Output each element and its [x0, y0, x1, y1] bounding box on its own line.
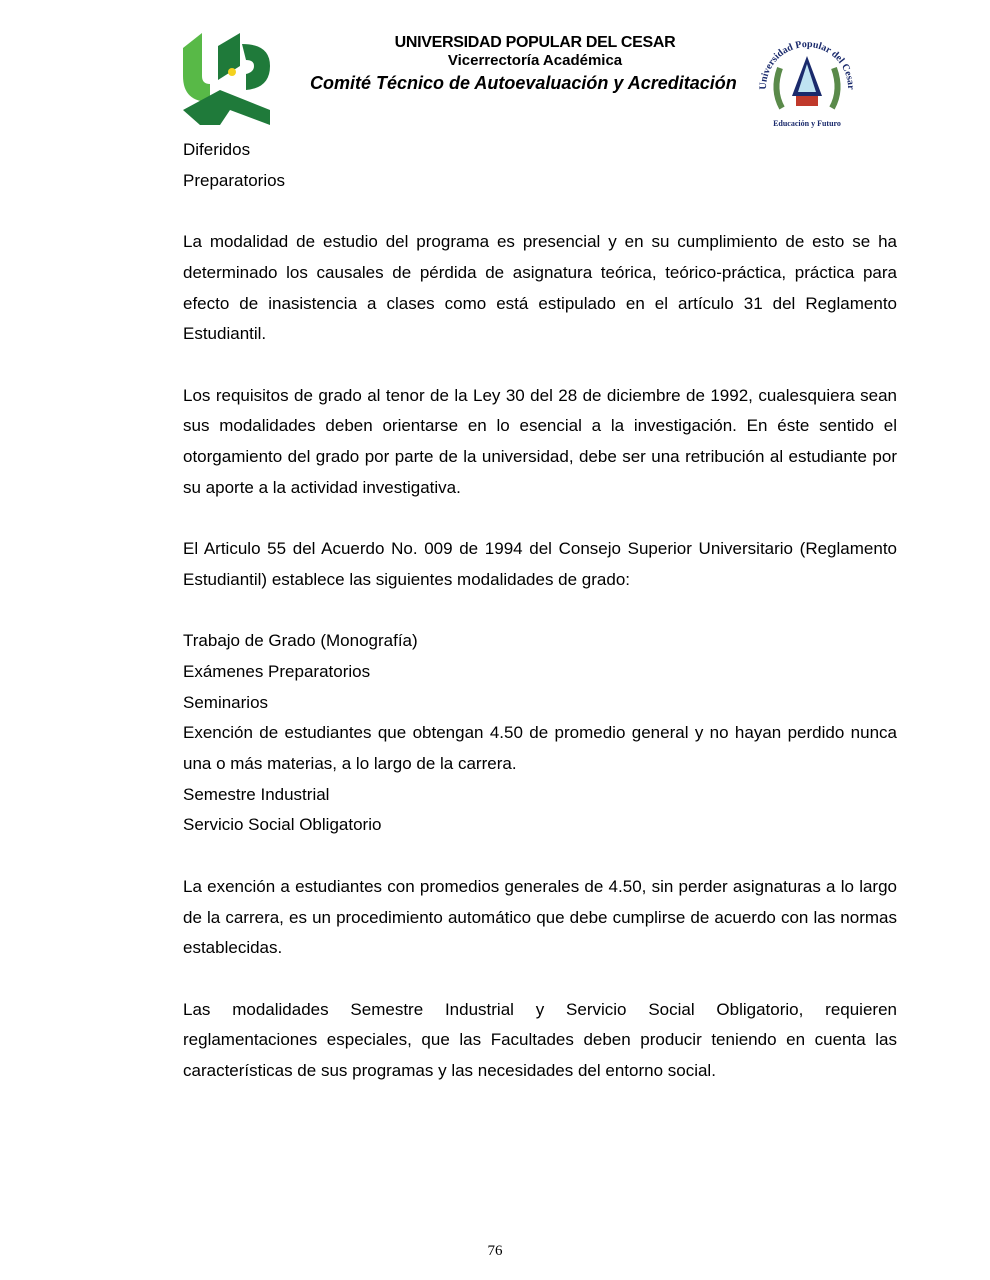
paragraph-articulo: El Articulo 55 del Acuerdo No. 009 de 1994 del Consejo Superior Universitario (Reglamento Estudiantil) establece las siguientes modalidades de grado:: [183, 539, 897, 589]
modalidad-item: Seminarios: [183, 692, 269, 712]
seal-arc-text: Universidad Popular del Cesar: [757, 38, 857, 90]
modalidad-item: Servicio Social Obligatorio: [183, 815, 382, 835]
paragraph-modalidades: Las modalidades Semestre Industrial y Servicio Social Obligatorio, requieren reglamentaciones especiales, que las Facultades deben producir teniendo en cuenta las características de sus programas y las necesidades del entorno social.: [183, 999, 897, 1080]
paragraph-requisitos: Los requisitos de grado al tenor de la Ley 30 del 28 de diciembre de 1992, cualesquiera sean sus modalidades deben orientarse en lo esencial a la investigación. En éste sentido el otorgamiento del grado por parte de la universidad, debe ser una retribución al estudiante por su aporte a la actividad investigativa.: [183, 385, 897, 497]
vicerrectoria-title: Vicerrectoría Académica: [447, 52, 623, 69]
upc-logo: [180, 30, 275, 125]
university-seal-logo: [752, 30, 862, 130]
seal-bottom-text: Educación y Futuro: [773, 119, 841, 128]
committee-title: Comité Técnico de Autoevaluación y Acreditación: [310, 73, 737, 93]
list-item: Diferidos: [183, 140, 251, 159]
header-titles: [300, 34, 770, 69]
modalidad-item: Trabajo de Grado (Monografía): [183, 631, 418, 651]
modalidad-item: Exención de estudiantes que obtengan 4.50 de promedio general y no hayan perdido nunca una o más materias, a lo largo de la carrera.: [183, 723, 897, 773]
page-header: [0, 0, 990, 135]
university-name: UNIVERSIDAD POPULAR DEL CESAR: [394, 34, 676, 51]
modalidad-item: Semestre Industrial: [183, 784, 330, 804]
paragraph-modalidad: La modalidad de estudio del programa es presencial y en su cumplimiento de esto se ha determinado los causales de pérdida de asignatura teórica, teórico-práctica, práctica para efecto de inasistencia a clases como está estipulado en el artículo 31 del Reglamento Estudiantil.: [183, 232, 897, 344]
page-number: 76: [487, 1243, 503, 1259]
page-body: [183, 135, 897, 1087]
modalidad-item: Exámenes Preparatorios: [183, 661, 371, 681]
list-item: Preparatorios: [183, 170, 286, 190]
paragraph-exencion: La exención a estudiantes con promedios generales de 4.50, sin perder asignaturas a lo largo de la carrera, es un procedimiento automático que debe cumplirse de acuerdo con las normas establecidas.: [183, 876, 897, 958]
